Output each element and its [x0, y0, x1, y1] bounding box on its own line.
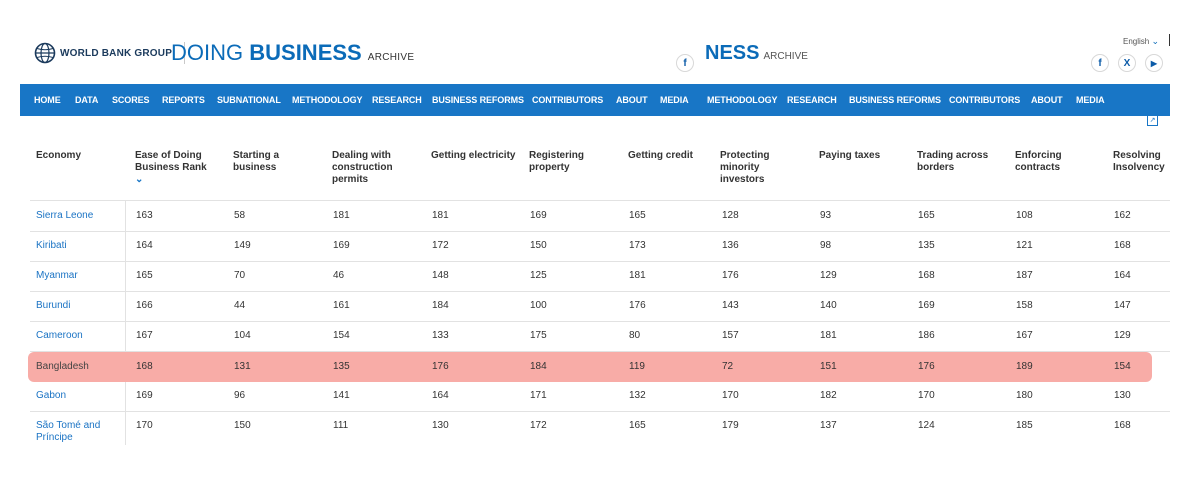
col-header-getting-credit[interactable]: Getting credit [628, 150, 694, 161]
nav-reports[interactable]: REPORTS [162, 95, 205, 105]
table-cell: 172 [432, 240, 449, 251]
table-cell: 132 [629, 390, 646, 401]
table-cell: 170 [136, 420, 153, 431]
table-cell: 165 [629, 210, 646, 221]
table-cell: 179 [722, 420, 739, 431]
table-cell: 170 [918, 390, 935, 401]
table-cell: 182 [820, 390, 837, 401]
table-cell: 168 [918, 270, 935, 281]
table-cell: 130 [1114, 390, 1131, 401]
table-cell: 185 [1016, 420, 1033, 431]
table-cell: 108 [1016, 210, 1033, 221]
economy-link[interactable]: Cameroon [36, 330, 83, 341]
table-cell: 181 [432, 210, 449, 221]
chevron-down-icon: ⌄ [1151, 36, 1160, 46]
facebook-icon[interactable]: f [676, 54, 694, 72]
chevron-down-icon: ⌄ [135, 174, 144, 185]
facebook-icon[interactable]: f [1091, 54, 1109, 72]
table-cell: 175 [530, 330, 547, 341]
table-cell: 129 [820, 270, 837, 281]
table-cell: 169 [136, 390, 153, 401]
table-cell: 170 [722, 390, 739, 401]
table-cell: 147 [1114, 300, 1131, 311]
table-cell: 162 [1114, 210, 1131, 221]
table-cell: 167 [136, 330, 153, 341]
col-header-registering-property[interactable]: Registering property [529, 150, 585, 173]
table-cell: 128 [722, 210, 739, 221]
nav-media[interactable]: MEDIA [1076, 95, 1105, 105]
col-header-protecting-investors[interactable]: Protecting minority investors [720, 150, 770, 185]
nav-contributors[interactable]: CONTRIBUTORS [532, 95, 604, 105]
table-cell: 176 [432, 361, 449, 372]
col-header-enforcing-contracts[interactable]: Enforcing contracts [1015, 150, 1062, 173]
table-cell: 121 [1016, 240, 1033, 251]
col-header-construction-permits[interactable]: Dealing with construction permits [332, 150, 393, 185]
site-header [0, 0, 1200, 84]
col-header-getting-electricity[interactable]: Getting electricity [431, 150, 516, 161]
table-row [30, 201, 1170, 231]
table-cell: 181 [629, 270, 646, 281]
nav-data[interactable]: DATA [75, 95, 99, 105]
economy-link[interactable]: Burundi [36, 300, 71, 311]
table-cell: 119 [629, 361, 645, 372]
x-twitter-icon[interactable]: X [1118, 54, 1136, 72]
table-cell: 135 [918, 240, 935, 251]
table-cell: 140 [820, 300, 837, 311]
table-cell: 80 [629, 330, 641, 341]
table-cell: 150 [234, 420, 251, 431]
table-cell: 150 [530, 240, 547, 251]
col-header-trading-borders[interactable]: Trading across borders [917, 150, 989, 173]
col-header-economy[interactable]: Economy [36, 150, 82, 161]
col-header-resolving-insolvency[interactable]: Resolving Insolvency [1113, 150, 1165, 173]
table-cell: 157 [722, 330, 739, 341]
table-cell: 176 [918, 361, 935, 372]
title-light: DOING [171, 40, 244, 65]
table-cell: 168 [1114, 420, 1131, 431]
export-icon[interactable]: ↗ [1147, 115, 1158, 126]
table-cell: 169 [918, 300, 935, 311]
table-cell: 125 [530, 270, 547, 281]
title-suffix: ARCHIVE [367, 52, 415, 63]
table-cell: 130 [432, 420, 449, 431]
table-cell: 171 [530, 390, 547, 401]
table-cell: 161 [333, 300, 350, 311]
nav-scores[interactable]: SCORES [112, 95, 150, 105]
table-cell: 44 [234, 300, 246, 311]
table-cell: 165 [136, 270, 153, 281]
table-cell: 189 [1016, 361, 1033, 372]
table-cell: 187 [1016, 270, 1033, 281]
table-cell: 129 [1114, 330, 1131, 341]
nav-research[interactable]: RESEARCH [787, 95, 837, 105]
table-cell: 165 [918, 210, 935, 221]
table-cell: 100 [530, 300, 547, 311]
table-cell: 58 [234, 210, 246, 221]
table-cell: 154 [333, 330, 350, 341]
world-bank-logo[interactable] [34, 42, 185, 64]
table-cell: 143 [722, 300, 739, 311]
title2-suffix: ARCHIVE [763, 51, 808, 62]
table-cell: 131 [234, 361, 251, 372]
language-selector[interactable] [1123, 36, 1159, 47]
col-header-paying-taxes[interactable]: Paying taxes [819, 150, 881, 161]
table-cell: 181 [333, 210, 350, 221]
nav-business-reforms[interactable]: BUSINESS REFORMS [849, 95, 941, 105]
language-divider [1169, 34, 1170, 46]
nav-methodology[interactable]: METHODOLOGY [292, 95, 363, 105]
site-title[interactable] [171, 40, 414, 66]
table-cell: 148 [432, 270, 449, 281]
table-row [30, 261, 1170, 291]
language-label: English [1123, 37, 1150, 46]
nav-methodology[interactable]: METHODOLOGY [707, 95, 778, 105]
table-row [30, 321, 1170, 351]
table-cell: 164 [136, 240, 153, 251]
table-cell: 149 [234, 240, 251, 251]
table-cell: 154 [1114, 361, 1131, 372]
nav-home[interactable]: HOME [34, 95, 61, 105]
table-cell: 168 [1114, 240, 1131, 251]
table-cell: 93 [820, 210, 832, 221]
table-cell: 165 [629, 420, 646, 431]
table-cell: 180 [1016, 390, 1033, 401]
nav-research[interactable]: RESEARCH [372, 95, 422, 105]
col-header-starting-business[interactable]: Starting a business [233, 150, 280, 173]
nav-media[interactable]: MEDIA [660, 95, 689, 105]
table-cell: 184 [530, 361, 547, 372]
table-cell: 163 [136, 210, 153, 221]
table-cell: 169 [333, 240, 350, 251]
table-cell: 96 [234, 390, 246, 401]
table-cell: 184 [432, 300, 449, 311]
economy-link[interactable]: São Tomé and Príncipe [36, 420, 101, 443]
table-cell: 172 [530, 420, 547, 431]
table-cell: 164 [1114, 270, 1131, 281]
main-navigation [20, 84, 1170, 116]
globe-icon [34, 42, 56, 64]
table-cell: 46 [333, 270, 345, 281]
table-cell: 176 [722, 270, 739, 281]
youtube-icon[interactable]: ▶ [1145, 54, 1163, 72]
nav-about[interactable]: ABOUT [1031, 95, 1063, 105]
table-row [30, 231, 1170, 261]
table-cell: 167 [1016, 330, 1033, 341]
table-cell: 164 [432, 390, 449, 401]
economy-link[interactable]: Myanmar [36, 270, 78, 281]
nav-subnational[interactable]: SUBNATIONAL [217, 95, 281, 105]
table-cell: 158 [1016, 300, 1033, 311]
site-title-duplicate[interactable] [705, 42, 808, 65]
economy-link[interactable]: Sierra Leone [36, 210, 94, 221]
table-row [30, 381, 1170, 411]
title-bold: BUSINESS [249, 40, 362, 65]
table-cell: 111 [333, 420, 349, 431]
table-cell: 176 [629, 300, 646, 311]
table-cell: 151 [820, 361, 837, 372]
economy-link[interactable]: Bangladesh [36, 361, 89, 372]
table-cell: 104 [234, 330, 251, 341]
nav-about[interactable]: ABOUT [616, 95, 648, 105]
col-header-ease-rank[interactable]: Ease of Doing Business Rank ⌄ [135, 150, 207, 185]
table-row [30, 291, 1170, 321]
table-cell: 168 [136, 361, 153, 372]
table-cell: 137 [820, 420, 837, 431]
table-cell: 169 [530, 210, 547, 221]
nav-contributors[interactable]: CONTRIBUTORS [949, 95, 1021, 105]
table-cell: 166 [136, 300, 153, 311]
table-cell: 124 [918, 420, 935, 431]
nav-business-reforms[interactable]: BUSINESS REFORMS [432, 95, 524, 105]
table-row [30, 411, 1170, 441]
table-cell: 98 [820, 240, 832, 251]
org-name: WORLD BANK GROUP [60, 47, 173, 59]
table-row [28, 352, 1152, 382]
table-cell: 186 [918, 330, 935, 341]
table-cell: 72 [722, 361, 734, 372]
table-cell: 136 [722, 240, 739, 251]
economy-link[interactable]: Kiribati [36, 240, 67, 251]
table-cell: 135 [333, 361, 350, 372]
table-cell: 133 [432, 330, 449, 341]
table-cell: 173 [629, 240, 646, 251]
table-cell: 70 [234, 270, 246, 281]
economy-link[interactable]: Gabon [36, 390, 67, 401]
table-cell: 181 [820, 330, 837, 341]
table-cell: 141 [333, 390, 350, 401]
title2-bold: NESS [705, 42, 760, 64]
